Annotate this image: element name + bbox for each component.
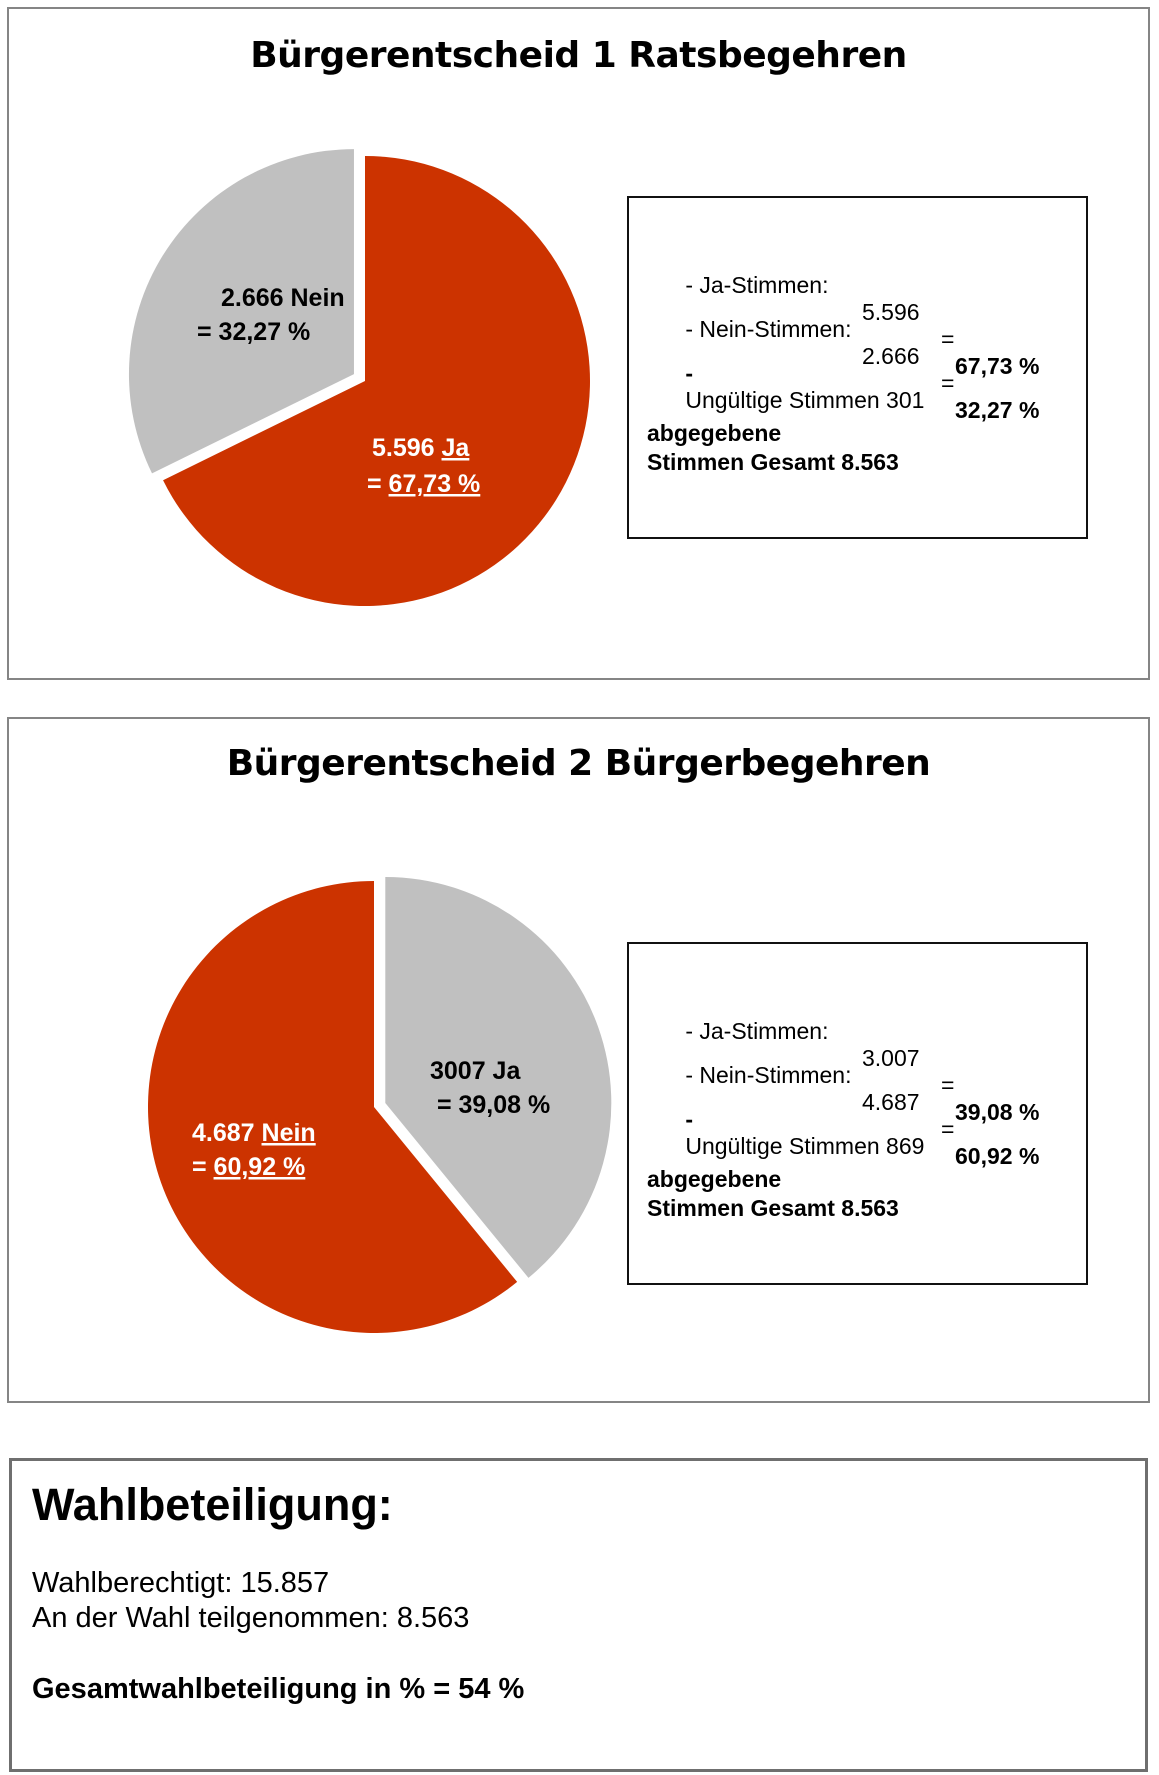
slice-label-nein-line2: = 32,27 % [197, 318, 311, 346]
ja-equals: = [941, 1072, 955, 1098]
slice-label-ja-word: Ja [441, 434, 470, 462]
slice-label-ja-line2 [367, 470, 480, 498]
slice-label-ja-num: 5.596 [372, 434, 442, 462]
invalid-votes: Ungültige Stimmen 301 [685, 387, 925, 413]
ja-value: 3.007 [862, 1045, 920, 1071]
total-votes [647, 419, 899, 477]
ja-equals: = [941, 326, 955, 352]
chart-title: Bürgerentscheid 1 Ratsbegehren [250, 35, 907, 76]
participants: An der Wahl teilgenommen: 8.563 [32, 1602, 470, 1634]
chart-title: Bürgerentscheid 2 Bürgerbegehren [226, 743, 931, 784]
nein-value: 2.666 [862, 343, 920, 369]
slice-label-nein-line1 [192, 1119, 316, 1147]
turnout-title: Wahlbeteiligung: [32, 1479, 393, 1530]
eligible-voters: Wahlberechtigt: 15.857 [32, 1567, 330, 1599]
ja-label: - Ja-Stimmen: [685, 272, 829, 298]
invalid-dash: - [685, 1106, 694, 1132]
chart-panel-2 [7, 717, 1150, 1403]
nein-percent: 32,27 % [955, 397, 1040, 423]
slice-label-ja-pct: 67,73 % [388, 470, 481, 498]
invalid-votes: Ungültige Stimmen 869 [685, 1133, 925, 1159]
total-turnout: Gesamtwahlbeteiligung in % = 54 % [32, 1673, 525, 1705]
results-box [627, 196, 1088, 539]
ja-percent: 39,08 % [955, 1099, 1040, 1125]
ja-value: 5.596 [862, 299, 920, 325]
slice-label-ja-line1 [372, 434, 470, 462]
ja-percent: 67,73 % [955, 353, 1040, 379]
turnout-panel [9, 1458, 1148, 1772]
slice-label-nein-line2 [192, 1153, 305, 1181]
slice-label-nein-num: 4.687 [192, 1119, 262, 1147]
nein-label: - Nein-Stimmen: [685, 316, 852, 342]
nein-value: 4.687 [862, 1089, 920, 1115]
slice-label-nein-word: Nein [261, 1119, 316, 1147]
slice-label-nein-pct: 60,92 % [213, 1153, 306, 1181]
chart-panel-1 [7, 7, 1150, 680]
slice-label-ja-eq: = [367, 470, 389, 498]
total-votes [647, 1165, 899, 1223]
total-line-2: Stimmen Gesamt 8.563 [647, 1195, 899, 1221]
slice-label-ja-line1: 3007 Ja [430, 1057, 521, 1085]
total-line-1: abgegebene [647, 420, 782, 446]
nein-equals: = [941, 370, 955, 396]
ja-label: - Ja-Stimmen: [685, 1018, 829, 1044]
slice-label-ja-line2: = 39,08 % [430, 1091, 551, 1119]
nein-percent: 60,92 % [955, 1143, 1040, 1169]
slice-label-nein-eq: = [192, 1153, 214, 1181]
total-line-2: Stimmen Gesamt 8.563 [647, 449, 899, 475]
total-line-1: abgegebene [647, 1166, 782, 1192]
invalid-dash: - [685, 360, 694, 386]
slice-label-nein-line1: 2.666 Nein [221, 284, 345, 312]
nein-label: - Nein-Stimmen: [685, 1062, 852, 1088]
nein-equals: = [941, 1116, 955, 1142]
results-box [627, 942, 1088, 1285]
